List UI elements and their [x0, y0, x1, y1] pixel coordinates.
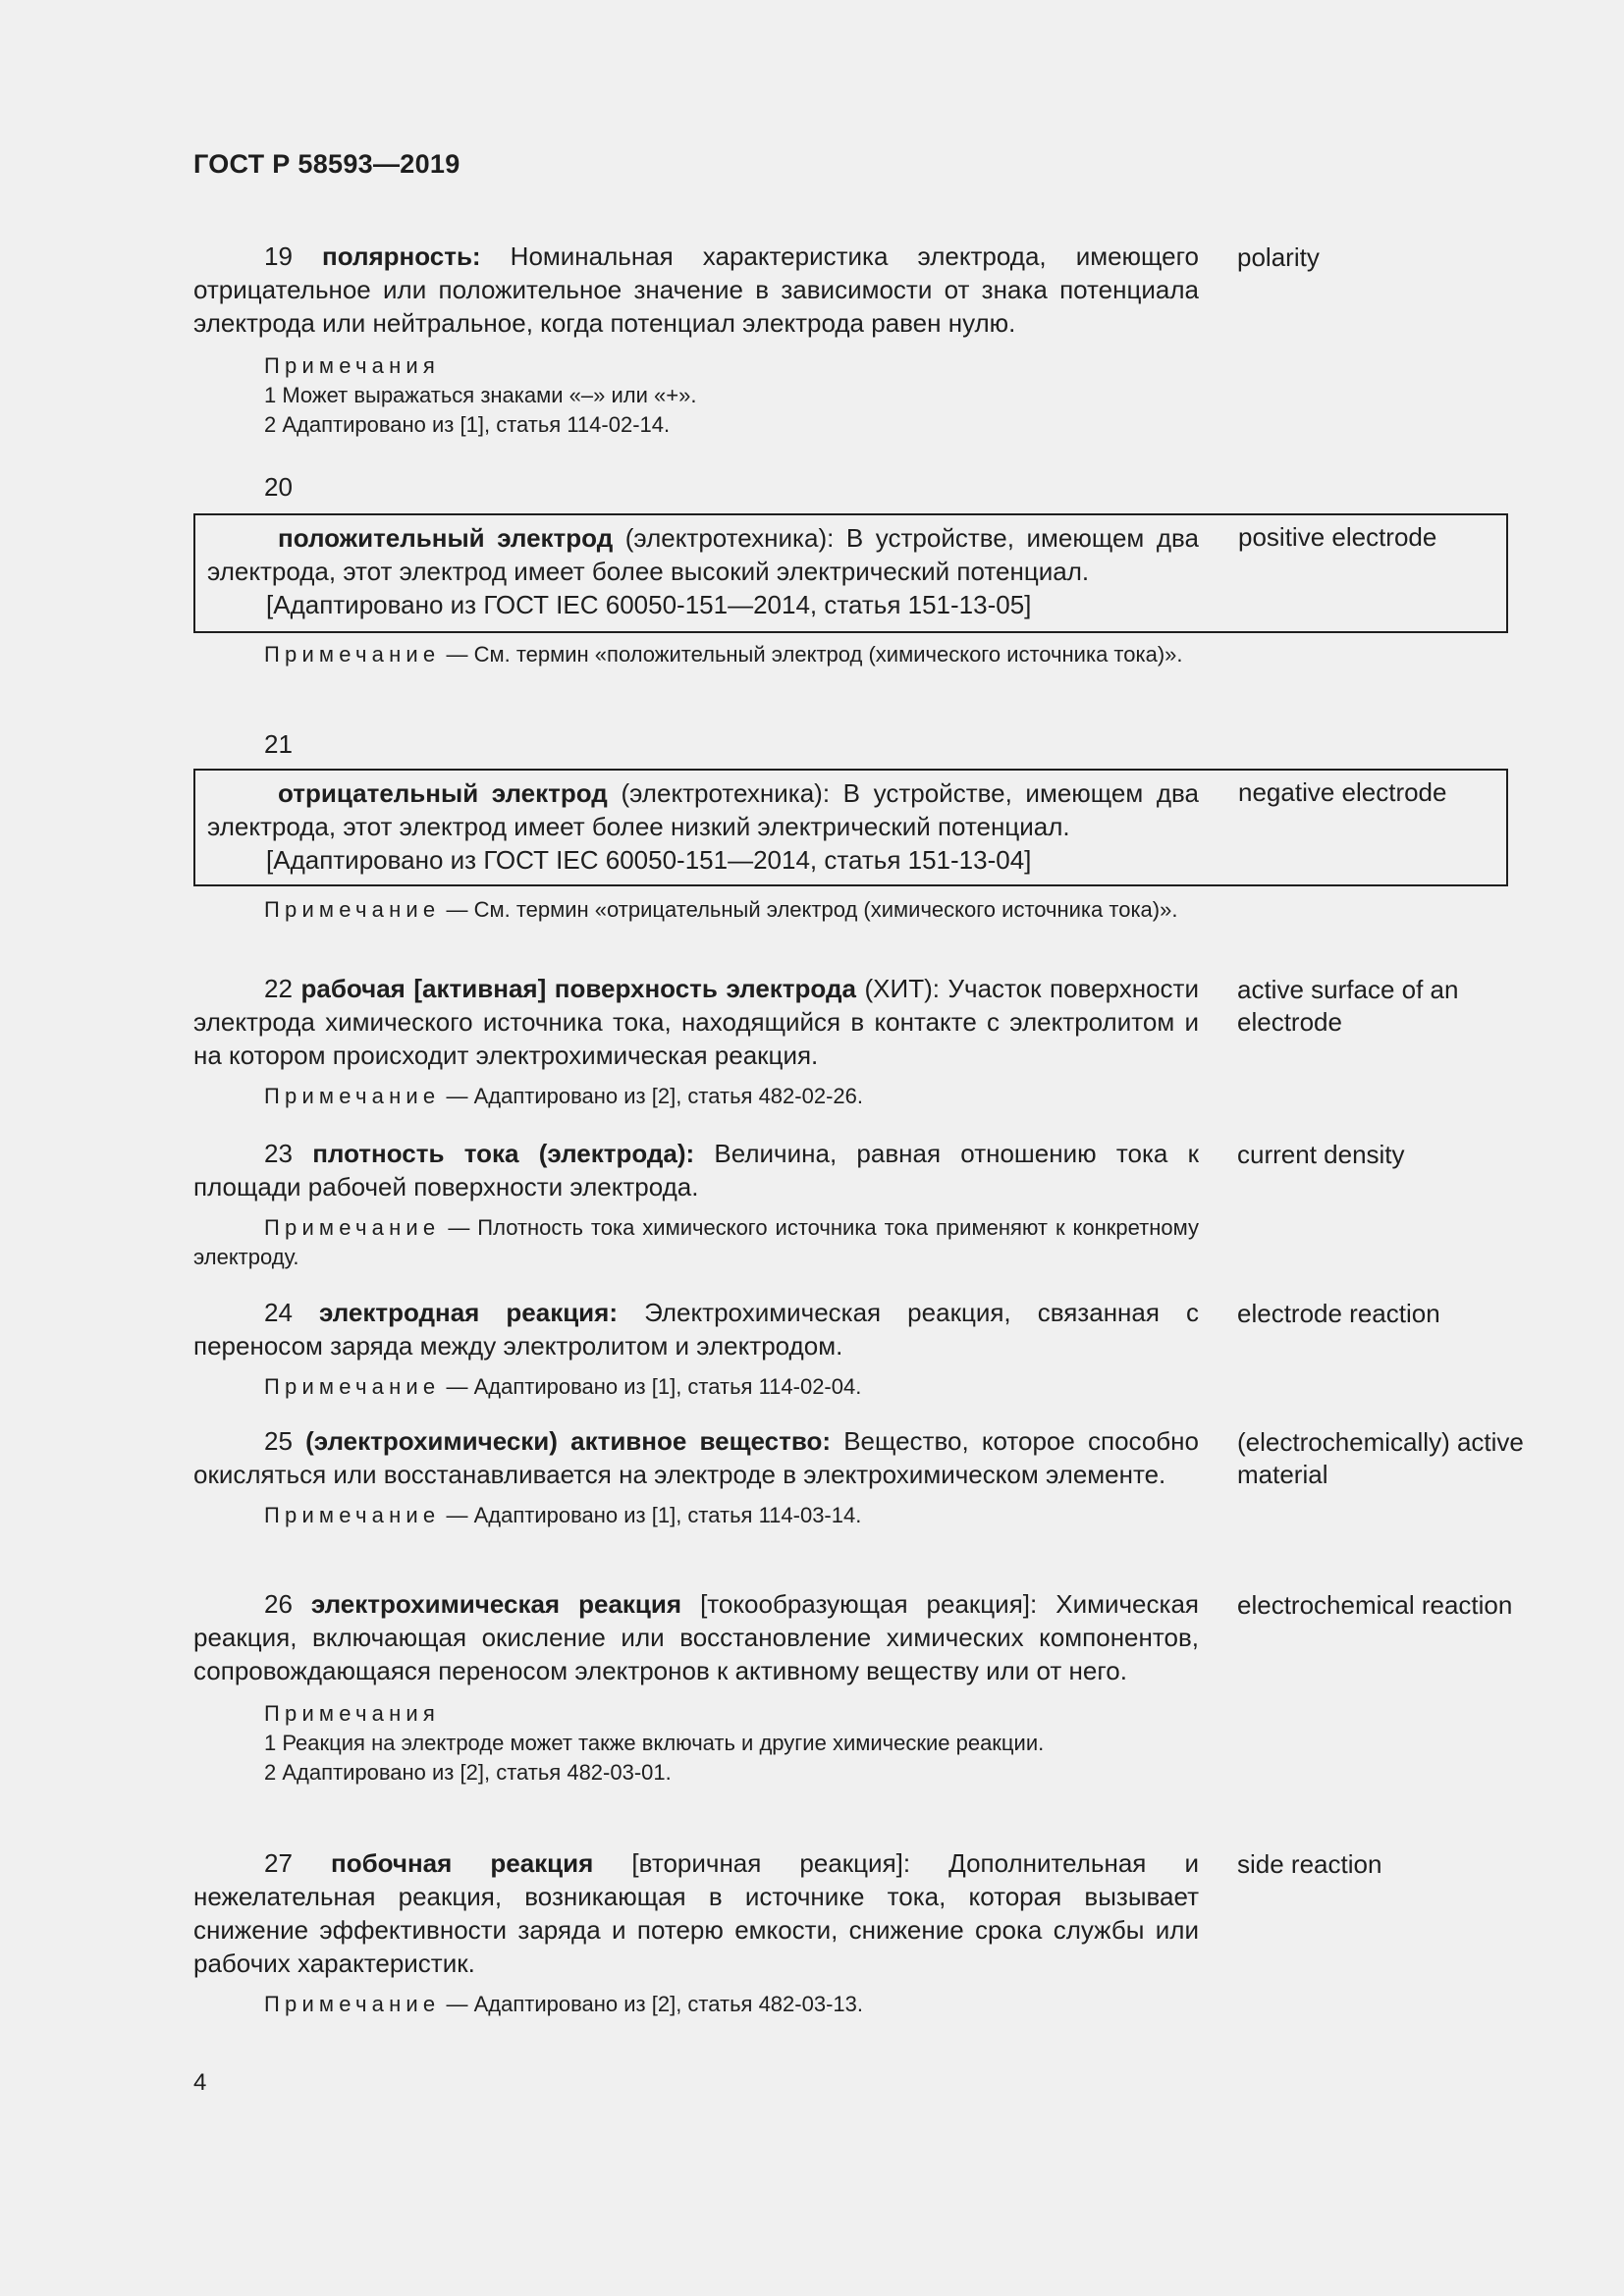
term-name: положительный электрод — [278, 523, 614, 553]
note: Примечание — Плотность тока химического источника тока применяют к конкретному электроду. — [193, 1215, 1199, 1269]
term-entry-24 — [193, 1296, 1199, 1402]
notes-title: Примечания — [264, 353, 441, 378]
notes-block — [193, 351, 1199, 440]
english-term: negative electrode — [1238, 777, 1447, 807]
definition-text: отрицательный электрод (электротехника): В устройстве, имеющем два электрода, этот электрод имеет более низкий электрический потенциал. [Адаптировано из ГОСТ IEC 60050-151—2014, статья 151-13-04] — [207, 778, 1199, 875]
term-box-20 — [193, 513, 1508, 633]
note-item: 2 Адаптировано из [1], статья 114-02-14. — [264, 412, 671, 437]
definition-text: 26 электрохимическая реакция [токообразующая реакция]: Химическая реакция, включающая окисление или восстановление химических компонентов, сопровождающаяся переносом электронов к активному веществу или от него. — [193, 1589, 1199, 1685]
notes-title: Примечания — [264, 1701, 441, 1726]
term-name: электрохимическая реакция — [310, 1589, 682, 1619]
definition-text: 23 плотность тока (электрода): Величина, равная отношению тока к площади рабочей поверхности электрода. — [193, 1139, 1199, 1201]
note: Примечание — Адаптировано из [2], статья 482-02-26. — [264, 1084, 863, 1108]
document-header: ГОСТ Р 58593—2019 — [193, 149, 460, 179]
term-name: отрицательный электрод — [278, 778, 608, 808]
definition-text: положительный электрод (электротехника): В устройстве, имеющем два электрода, этот электрод имеет более высокий электрический потенциал. [Адаптировано из ГОСТ IEC 60050-151—2014, статья 151-13-05] — [207, 523, 1199, 619]
note: Примечание — См. термин «отрицательный электрод (химического источника тока)». — [264, 897, 1178, 922]
term-name: (электрохимически) активное вещество: — [305, 1426, 832, 1456]
english-term: current density — [1237, 1140, 1405, 1169]
note: Примечание — Адаптировано из [1], статья 114-02-04. — [264, 1374, 862, 1399]
english-term: polarity — [1237, 242, 1320, 272]
english-term: electrode reaction — [1237, 1299, 1440, 1328]
definition-text: 22 рабочая [активная] поверхность электрода (ХИТ): Участок поверхности электрода химического источника тока, находящийся в контакте с электролитом и на котором происходит электрохимическая реакция. — [193, 974, 1199, 1070]
note: Примечание — Адаптировано из [2], статья 482-03-13. — [264, 1992, 863, 2016]
term-name: плотность тока (электрода): — [312, 1139, 695, 1168]
term-name: полярность: — [322, 241, 481, 271]
entry-number: 20 — [264, 472, 293, 502]
note: Примечание — Адаптировано из [1], статья 114-03-14. — [264, 1503, 862, 1527]
notes-block — [193, 1699, 1199, 1788]
term-entry-26 — [193, 1587, 1199, 1788]
note-item: 1 Может выражаться знаками «–» или «+». — [264, 383, 697, 407]
definition-text: 27 побочная реакция [вторичная реакция]: Дополнительная и нежелательная реакция, возникающая в источнике тока, которая вызывает снижение эффективности заряда и потерю емкости, снижение срока службы или рабочих характеристик. — [193, 1848, 1199, 1978]
english-term: electrochemical reaction — [1237, 1590, 1513, 1620]
term-name: рабочая [активная] поверхность электрода — [300, 974, 856, 1003]
english-term: positive electrode — [1238, 522, 1437, 552]
english-term: active surface of an electrode — [1237, 975, 1459, 1037]
term-name: электродная реакция: — [318, 1298, 618, 1327]
note-item: 1 Реакция на электроде может также включать и другие химические реакции. — [264, 1731, 1045, 1755]
term-entry-27 — [193, 1846, 1199, 2019]
english-term: (electrochemically) active material — [1237, 1427, 1524, 1489]
definition-text: 24 электродная реакция: Электрохимическая реакция, связанная с переносом заряда между электролитом и электродом. — [193, 1298, 1199, 1361]
source-reference: [Адаптировано из ГОСТ IEC 60050-151—2014, статья 151-13-04] — [266, 845, 1032, 875]
definition-text: 19 полярность: Номинальная характеристика электрода, имеющего отрицательное или положительное значение в зависимости от знака потенциала электрода или нейтральное, когда потенциал электрода равен нулю. — [193, 241, 1199, 338]
term-entry-19 — [193, 240, 1199, 440]
english-term: side reaction — [1237, 1849, 1382, 1879]
entry-number: 21 — [264, 729, 293, 759]
term-entry-22 — [193, 972, 1199, 1111]
term-entry-25 — [193, 1424, 1199, 1530]
note-item: 2 Адаптировано из [2], статья 482-03-01. — [264, 1760, 672, 1785]
definition-text: 25 (электрохимически) активное вещество: Вещество, которое способно окисляться или восстанавливается на электроде в электрохимическом элементе. — [193, 1426, 1199, 1489]
source-reference: [Адаптировано из ГОСТ IEC 60050-151—2014, статья 151-13-05] — [266, 590, 1032, 619]
term-box-21 — [193, 769, 1508, 886]
note: Примечание — См. термин «положительный электрод (химического источника тока)». — [264, 642, 1183, 667]
page-number: 4 — [193, 2069, 207, 2096]
term-name: побочная реакция — [330, 1848, 594, 1878]
term-entry-23 — [193, 1137, 1199, 1272]
